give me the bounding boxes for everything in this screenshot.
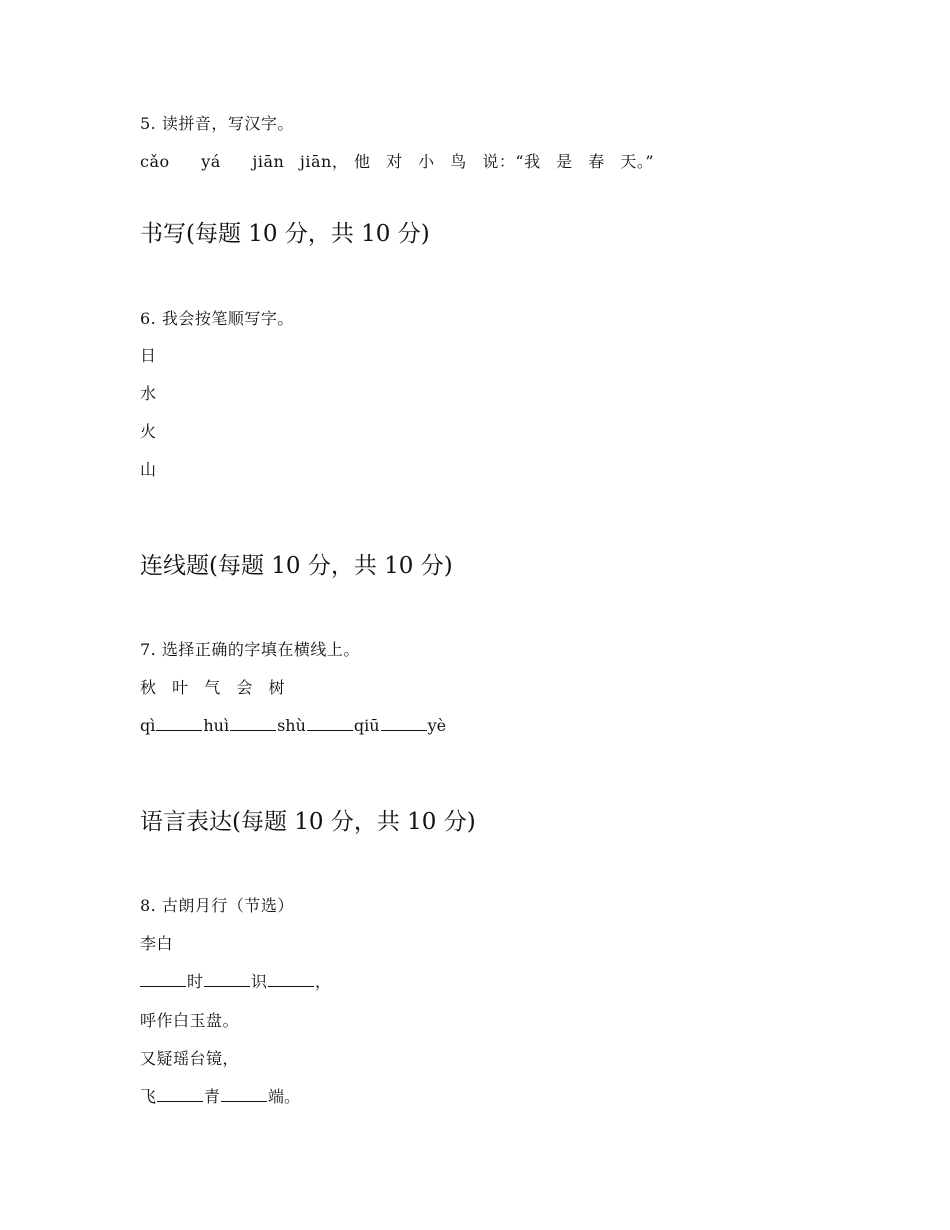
question-8-title: 8. 古朗月行（节选） [140,896,294,915]
sentence-word-3: 小 [418,152,435,171]
pinyin-1: cǎo [140,152,170,171]
pinyin-hui: huì [203,716,230,735]
stroke-char-3: 火 [140,422,157,441]
pinyin-qiu: qiū [353,716,380,735]
pinyin-2: yá [201,152,221,171]
poem-line-3: 又疑瑶台镜， [140,1049,240,1068]
pinyin-4: jiān， [299,152,349,171]
sentence-word-1: 他 [353,152,371,171]
poem-blank-3[interactable] [268,972,314,987]
stroke-char-4: 山 [140,460,157,479]
sentence-word-5: 说：“我 [482,152,541,171]
question-7-title: 7. 选择正确的字填在横线上。 [140,640,360,659]
section-heading-expression: 语言表达(每题 10 分，共 10 分) [140,809,476,835]
poem-char-shi: 时 [187,972,204,991]
pinyin-shu: shù [277,716,306,735]
pinyin-ye: yè [427,716,447,735]
poem-line-2: 呼作白玉盘。 [140,1011,240,1030]
question-5-title: 5. 读拼音，写汉字。 [140,114,294,133]
sentence-word-4: 鸟 [450,152,467,171]
poem-blank-4[interactable] [157,1087,203,1102]
poem-comma: ， [315,972,332,991]
option-char-2: 叶 [172,678,189,697]
fill-blank-3[interactable] [307,716,353,731]
poem-blank-1[interactable] [140,972,186,987]
poem-char-qing: 青 [204,1087,221,1106]
stroke-char-2: 水 [140,384,157,403]
section-heading-matching: 连线题(每题 10 分，共 10 分) [140,553,453,579]
option-char-5: 树 [268,678,285,697]
pinyin-qi: qì [140,716,156,735]
poem-char-duan: 端。 [268,1087,301,1106]
pinyin-3: jiān [252,152,285,171]
sentence-word-8: 天。” [620,152,655,171]
option-char-4: 会 [236,678,253,697]
poem-blank-5[interactable] [221,1087,267,1102]
option-char-1: 秋 [140,678,157,697]
fill-blank-4[interactable] [381,716,427,731]
fill-blank-1[interactable] [156,716,202,731]
poem-line-1 [140,972,331,992]
poem-char-fei: 飞 [140,1087,157,1106]
section-heading-writing: 书写(每题 10 分，共 10 分) [140,221,430,247]
question-6-title: 6. 我会按笔顺写字。 [140,309,294,328]
question-5-content [140,152,654,172]
question-7-fill-row [140,716,446,736]
poem-char-shi2: 识 [251,972,268,991]
sentence-word-7: 春 [588,152,605,171]
sentence-word-6: 是 [556,152,573,171]
stroke-char-1: 日 [140,346,157,365]
question-7-options [140,678,285,698]
fill-blank-2[interactable] [230,716,276,731]
poem-blank-2[interactable] [204,972,250,987]
poem-author: 李白 [140,934,174,953]
poem-line-4 [140,1087,300,1107]
sentence-word-2: 对 [386,152,403,171]
option-char-3: 气 [204,678,221,697]
